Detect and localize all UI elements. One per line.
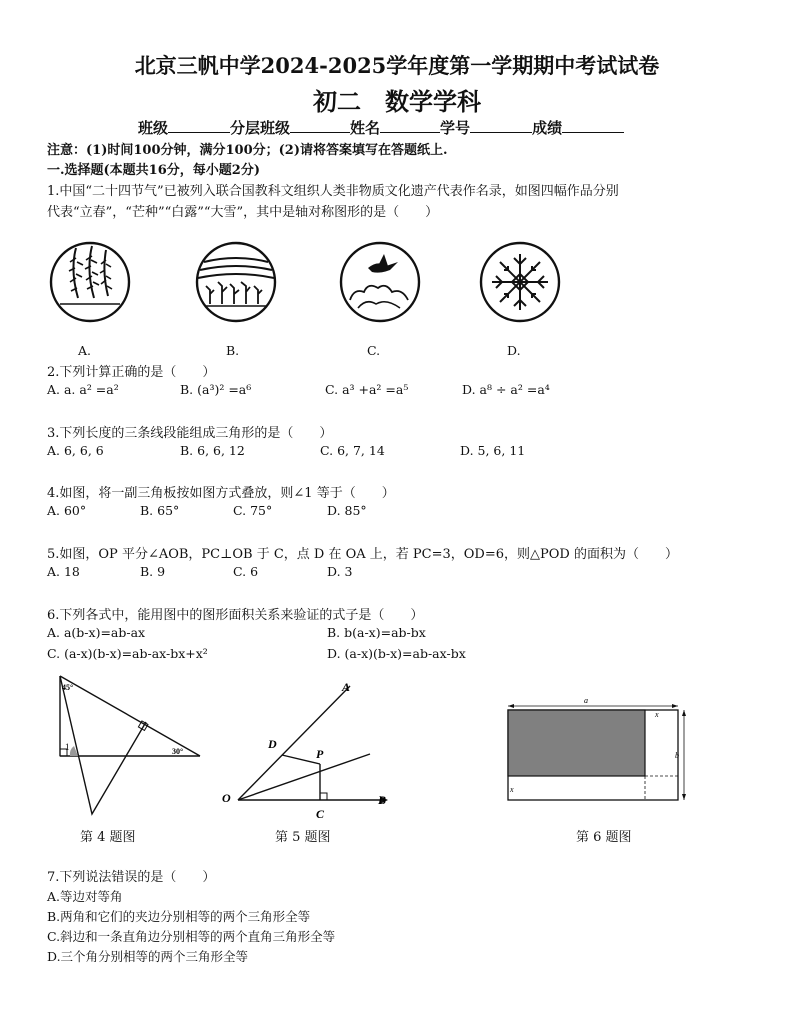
figure-5-label-p: P [316,747,324,761]
figure-5-label-b: B [378,793,387,807]
field-class: 班级 [138,119,169,137]
q1-stem-line2: 代表“立春”，“芒种”“白露”“大雪”，其中是轴对称图形的是（ ） [47,205,439,220]
field-student-id-blank [470,118,532,133]
q2-option-d[interactable]: D. a⁸ ÷ a² =a⁴ [462,382,550,397]
q4-option-b[interactable]: B. 65° [140,503,180,518]
field-score-blank [562,118,624,133]
q2-stem: 2.下列计算正确的是（ ） [47,365,216,380]
exam-subtitle: 初二 数学学科 [313,87,481,116]
field-level-class: 分层班级 [230,119,291,137]
q6-option-c[interactable]: C. (a-x)(b-x)=ab-ax-bx+x² [47,646,208,661]
q5-option-a[interactable]: A. 18 [47,564,80,579]
field-level-class-blank [290,118,350,133]
q1-option-a[interactable]: A. [78,343,92,358]
q4-option-a[interactable]: A. 60° [47,503,87,518]
q5-stem: 5.如图，OP 平分∠AOB，PC⊥OB 于 C，点 D 在 OA 上，若 PC=3，OD=6，则△POD 的面积为（ ） [47,547,678,562]
q5-option-b[interactable]: B. 9 [140,564,166,579]
figure-6-caption: 第 6 题图 [576,830,632,845]
q6-option-d[interactable]: D. (a-x)(b-x)=ab-ax-bx [327,646,466,661]
figure-5-angle-bisector [220,676,400,826]
figure-4-caption: 第 4 题图 [80,830,136,845]
mangzhong-field-icon [194,240,278,324]
q1-stem-line1: 1.中国“二十四节气”已被列入联合国教科文组织人类非物质文化遗产代表作名录，如图四幅作品分别 [47,184,619,199]
q5-option-c[interactable]: C. 6 [233,564,259,579]
q3-option-b[interactable]: B. 6, 6, 12 [180,443,245,458]
field-name-blank [380,118,440,133]
student-info-row [138,117,624,138]
q5-option-d[interactable]: D. 3 [327,564,353,579]
q1-option-d[interactable]: D. [507,343,521,358]
figure-4-triangles [50,670,210,820]
field-student-id: 学号 [440,119,471,137]
q2-option-a[interactable]: A. a. a² =a² [47,382,119,397]
q4-option-c[interactable]: C. 75° [233,503,273,518]
q4-option-d[interactable]: D. 85° [327,503,367,518]
figure-6-label-b: b [675,751,679,760]
q3-option-c[interactable]: C. 6, 7, 14 [320,443,385,458]
figure-4-label-45: 45° [62,683,74,692]
figure-5-label-c: C [316,807,325,821]
figure-6-label-x-top: x [655,710,659,719]
q6-stem: 6.下列各式中，能用图中的图形面积关系来验证的式子是（ ） [47,608,424,623]
section-heading: 一.选择题(本题共16分，每小题2分) [47,163,260,178]
q1-option-c[interactable]: C. [367,343,381,358]
q3-option-d[interactable]: D. 5, 6, 11 [460,443,526,458]
field-class-blank [168,118,230,133]
q6-option-b[interactable]: B. b(a-x)=ab-bx [327,625,426,640]
exam-notice: 注意：(1)时间100分钟，满分100分；(2)请将答案填写在答题纸上. [47,143,448,158]
q3-option-a[interactable]: A. 6, 6, 6 [47,443,104,458]
q7-stem: 7.下列说法错误的是（ ） [47,870,216,885]
field-score: 成绩 [532,119,563,137]
figure-5-caption: 第 5 题图 [275,830,331,845]
daxue-snowflake-icon [478,240,562,324]
q7-option-a[interactable]: A.等边对等角 [47,889,123,904]
q7-option-c[interactable]: C.斜边和一条直角边分别相等的两个直角三角形全等 [47,929,336,944]
q7-option-b[interactable]: B.两角和它们的夹边分别相等的两个三角形全等 [47,909,311,924]
figure-6-rectangle [500,692,700,812]
figure-5-label-o: O [222,791,231,805]
figure-6-label-a: a [584,696,588,705]
figure-5-label-d: D [268,737,277,751]
figure-6-label-x-left: x [510,785,514,794]
q4-stem: 4.如图，将一副三角板按如图方式叠放，则∠1 等于（ ） [47,486,395,501]
q7-option-d[interactable]: D.三个角分别相等的两个三角形全等 [47,949,249,964]
q2-option-c[interactable]: C. a³ +a² =a⁵ [325,382,409,397]
q3-stem: 3.下列长度的三条线段能组成三角形的是（ ） [47,426,333,441]
lichun-willow-icon [48,240,132,324]
exam-title: 北京三帆中学2024-2025学年度第一学期期中考试试卷 [134,53,660,78]
bailu-crane-icon [338,240,422,324]
figure-4-label-30: 30° [172,747,184,756]
q1-option-b[interactable]: B. [226,343,240,358]
q6-option-a[interactable]: A. a(b-x)=ab-ax [47,625,146,640]
field-name: 姓名 [350,119,381,137]
q2-option-b[interactable]: B. (a³)² =a⁶ [180,382,252,397]
figure-4-label-1: 1 [65,742,70,752]
figure-5-label-a: A [342,680,351,694]
